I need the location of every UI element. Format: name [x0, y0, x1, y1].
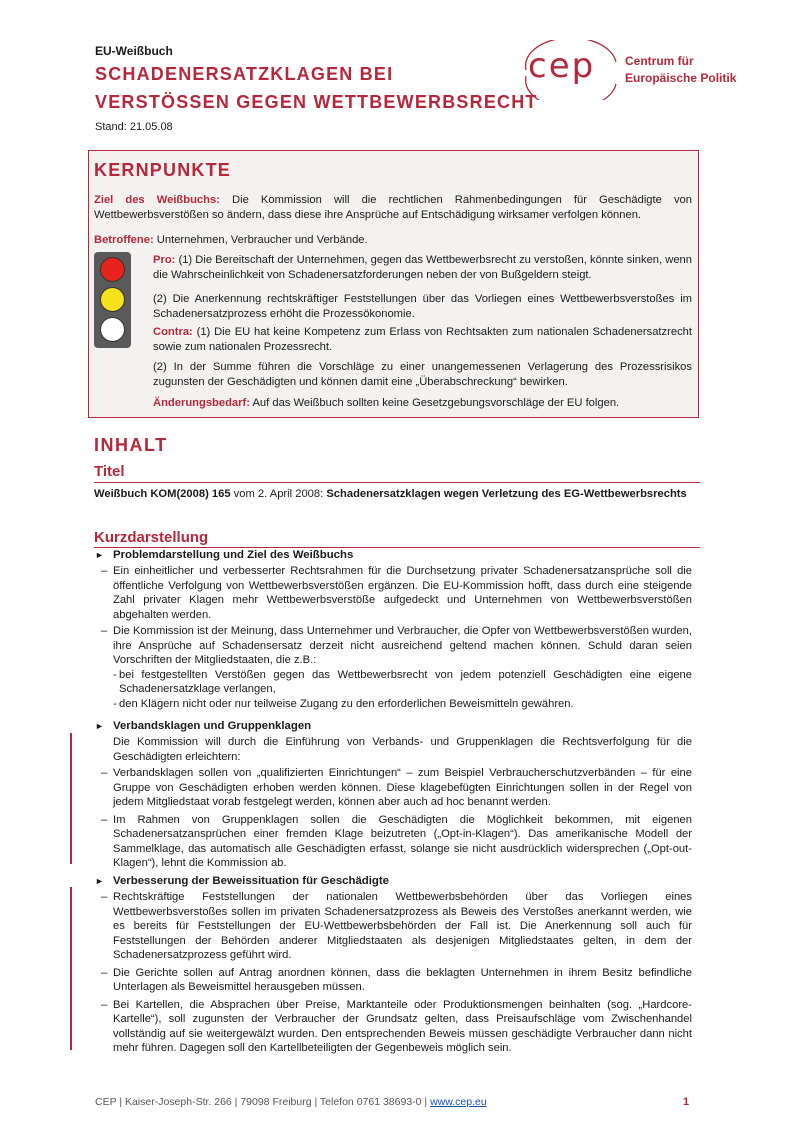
- title-divider: [94, 482, 700, 483]
- cep-logo: [520, 40, 760, 100]
- list-item: – Im Rahmen von Gruppenklagen sollen die Geschädigten die Möglichkeit bekommen, mit eigenen Schadenersatzansprüchen einer fremden Klage beizutreten („Opt-in-Klagen“). Das amerikanische Modell der Sammelklage, das automatisch alle Geschädigten erfasst, solange sie nicht ausdrücklich widersprechen („Opt-out-Klagen“), lehnt die Kommission ab.: [101, 813, 692, 869]
- pro-paragraph-1: [153, 253, 692, 282]
- sub-list-item: - den Klägern nicht oder nur teilweise Zugang zu den erforderlichen Beweismitteln gewähren.: [113, 697, 574, 710]
- affected-text: Unternehmen, Verbraucher und Verbände.: [153, 234, 368, 246]
- pro-paragraph-2: (2) Die Anerkennung rechtskräftiger Feststellungen über das Vorliegen eines Wettbewerbsverstoßes im Schadenersatzprozess erhöht die Prozessökonomie.: [153, 293, 692, 320]
- footer: [95, 1096, 487, 1108]
- title-subheading: Titel: [94, 463, 125, 480]
- sub-list-item: - bei festgestellten Verstößen gegen das Wettbewerbsrecht von jedem potenziell Geschädigten eine eigene Schadenersatzklage verlangen,: [113, 668, 692, 695]
- aim-label: Ziel des Weißbuchs:: [94, 194, 220, 206]
- contra-paragraph-1: [153, 325, 692, 354]
- pro-text-1: (1) Die Bereitschaft der Unternehmen, gegen das Wettbewerbsrecht zu verstoßen, könnte sinken, wenn die Wahrscheinlichkeit von Schadenersatzforderungen neben der von Bußgeldern steigt.: [153, 254, 692, 281]
- document-title-line-1: SCHADENERSATZKLAGEN BEI: [95, 64, 394, 84]
- evidence-list: [101, 890, 692, 1056]
- contents-heading: INHALT: [94, 435, 168, 455]
- document-type: EU-Weißbuch: [95, 44, 173, 58]
- red-lamp: [100, 257, 125, 282]
- traffic-light-icon: [94, 252, 131, 348]
- list-item: – Verbandsklagen sollen von „qualifizierten Einrichtungen“ – zum Beispiel Verbraucherschutzverbänden – für eine Gruppe von Geschädigten erhoben werden können. Diese klagebefügten Einrichtungen sollen in der Regel von jedem Mitgliedstaat vorab festgelegt werden, können aber auch ad hoc benannt werden.: [101, 767, 692, 808]
- collective-actions-list: [101, 766, 692, 871]
- title-date: vom 2. April 2008:: [230, 488, 327, 500]
- list-item: – Die Kommission ist der Meinung, dass Unternehmer und Verbraucher, die Opfer von Wettbewerbsverstößen wurden, ihre Ansprüche auf Schadensersatz derzeit nicht ausreichend geltend machen können. Schuld daran seien Vorschriften der Mitgliedstaaten, die z.B.:: [101, 625, 692, 666]
- contra-label: Contra:: [153, 326, 193, 338]
- collective-actions-intro: Die Kommission will durch die Einführung von Verbands- und Gruppenklagen die Rechtsverfolgung für die Geschädigten erleichtern:: [113, 736, 692, 763]
- contra-text-1: (1) Die EU hat keine Kompetenz zum Erlass von Rechtsakten zum nationalen Schadenersatzrecht sowie zum nationalen Prozessrecht.: [153, 326, 692, 353]
- summary-divider: [94, 547, 700, 548]
- section-problem-heading: ► Problemdarstellung und Ziel des Weißbuchs: [95, 549, 354, 561]
- title-document-id: Weißbuch KOM(2008) 165: [94, 488, 231, 500]
- key-points-title: KERNPUNKTE: [94, 160, 232, 180]
- triangle-bullet-icon: ►: [95, 721, 104, 731]
- affected-paragraph: [94, 233, 692, 248]
- change-text: Auf das Weißbuch sollten keine Gesetzgebungsvorschläge der EU folgen.: [249, 397, 620, 409]
- logo-line-1: Centrum für: [625, 54, 694, 68]
- triangle-bullet-icon: ►: [95, 550, 104, 560]
- document-date: Stand: 21.05.08: [95, 121, 173, 133]
- list-item: – Bei Kartellen, die Absprachen über Preise, Marktanteile oder Produktionsmengen beinhalten (sog. „Hardcore-Kartelle“), soll zugunsten der Verbraucher der Grundsatz gelten, dass Preisaufschläge vom Zwischenhandel vollständig auf sie weitergewälzt wurden. Den entsprechenden Beweis müssen geschädigte Verbraucher dann nicht mehr führen. Dagegen soll den Kartellbeteiligten der Gegenbeweis möglich sein.: [101, 998, 692, 1054]
- title-paragraph: [94, 487, 692, 502]
- aim-paragraph: [94, 193, 692, 222]
- logo-organization-name: [625, 53, 736, 87]
- list-item: – Ein einheitlicher und verbesserter Rechtsrahmen für die Durchsetzung privater Schadenersatzansprüche soll die öffentliche Verfolgung von Wettbewerbsverstößen ergänzen. Die EU-Kommission hofft, dass durch eine steigende Zahl privater Klagen mehr Wettbewerbsverstöße aufgedeckt und Unternehmen von Wettbewerbsverstößen abgehalten werden.: [101, 565, 692, 621]
- section-evidence-heading: ► Verbesserung der Beweissituation für Geschädigte: [95, 875, 389, 887]
- affected-label: Betroffene:: [94, 234, 154, 246]
- list-item: – Die Gerichte sollen auf Antrag anordnen können, dass die beklagten Unternehmen in ihrem Besitz befindliche Unterlagen als Beweismittel herausgeben müssen.: [101, 966, 692, 993]
- section-collective-actions-heading: ► Verbandsklagen und Gruppenklagen: [95, 720, 312, 732]
- list-item: – Rechtskräftige Feststellungen der nationalen Wettbewerbsbehörden über das Vorliegen eines Wettbewerbsverstoßes sollen im privaten Schadenersatzprozess als Beweis des Verstoßes anerkannt werden, wie es bereits für Feststellungen der EU-Wettbewerbsbehörden der Fall ist. Die Anerkennung soll auch für Feststellungen der Behörden anderer Mitgliedstaaten als desjenigen Mitgliedstaates gelten, in dem der Schadenersatzprozess geführt wird.: [101, 891, 692, 961]
- website-link[interactable]: www.cep.eu: [430, 1096, 487, 1108]
- triangle-bullet-icon: ►: [95, 876, 104, 886]
- contra-paragraph-2: (2) In der Summe führen die Vorschläge zu einer unangemessenen Verlagerung des Prozessrisikos zugunsten der Geschädigten und können damit eine „Überabschreckung“ bewirken.: [153, 361, 692, 388]
- white-lamp: [100, 317, 125, 342]
- change-paragraph: [153, 396, 692, 411]
- pro-label: Pro:: [153, 254, 176, 266]
- title-document-name: Schadenersatzklagen wegen Verletzung des EG-Wettbewerbsrechts: [326, 488, 687, 500]
- page-number: 1: [683, 1096, 690, 1108]
- document-title-line-2: VERSTÖSSEN GEGEN WETTBEWERBSRECHT: [95, 92, 538, 112]
- summary-subheading: Kurzdarstellung: [94, 529, 209, 546]
- logo-line-2: Europäische Politik: [625, 71, 737, 85]
- change-marker-bar: [70, 733, 72, 864]
- logo-wordmark: cep: [528, 46, 596, 86]
- change-label: Änderungsbedarf:: [153, 397, 250, 409]
- change-marker-bar: [70, 887, 72, 1050]
- footer-address: CEP | Kaiser-Joseph-Str. 266 | 79098 Freiburg | Telefon 0761 38693-0 |: [95, 1096, 431, 1108]
- yellow-lamp: [100, 287, 125, 312]
- problem-list: [101, 564, 692, 711]
- aim-text: Die Kommission will die rechtlichen Rahmenbedingungen für Geschädigte von Wettbewerbsverstößen so ändern, dass diese ihre Ansprüche auf Entschädigung wirksamer verfolgen können.: [94, 194, 692, 221]
